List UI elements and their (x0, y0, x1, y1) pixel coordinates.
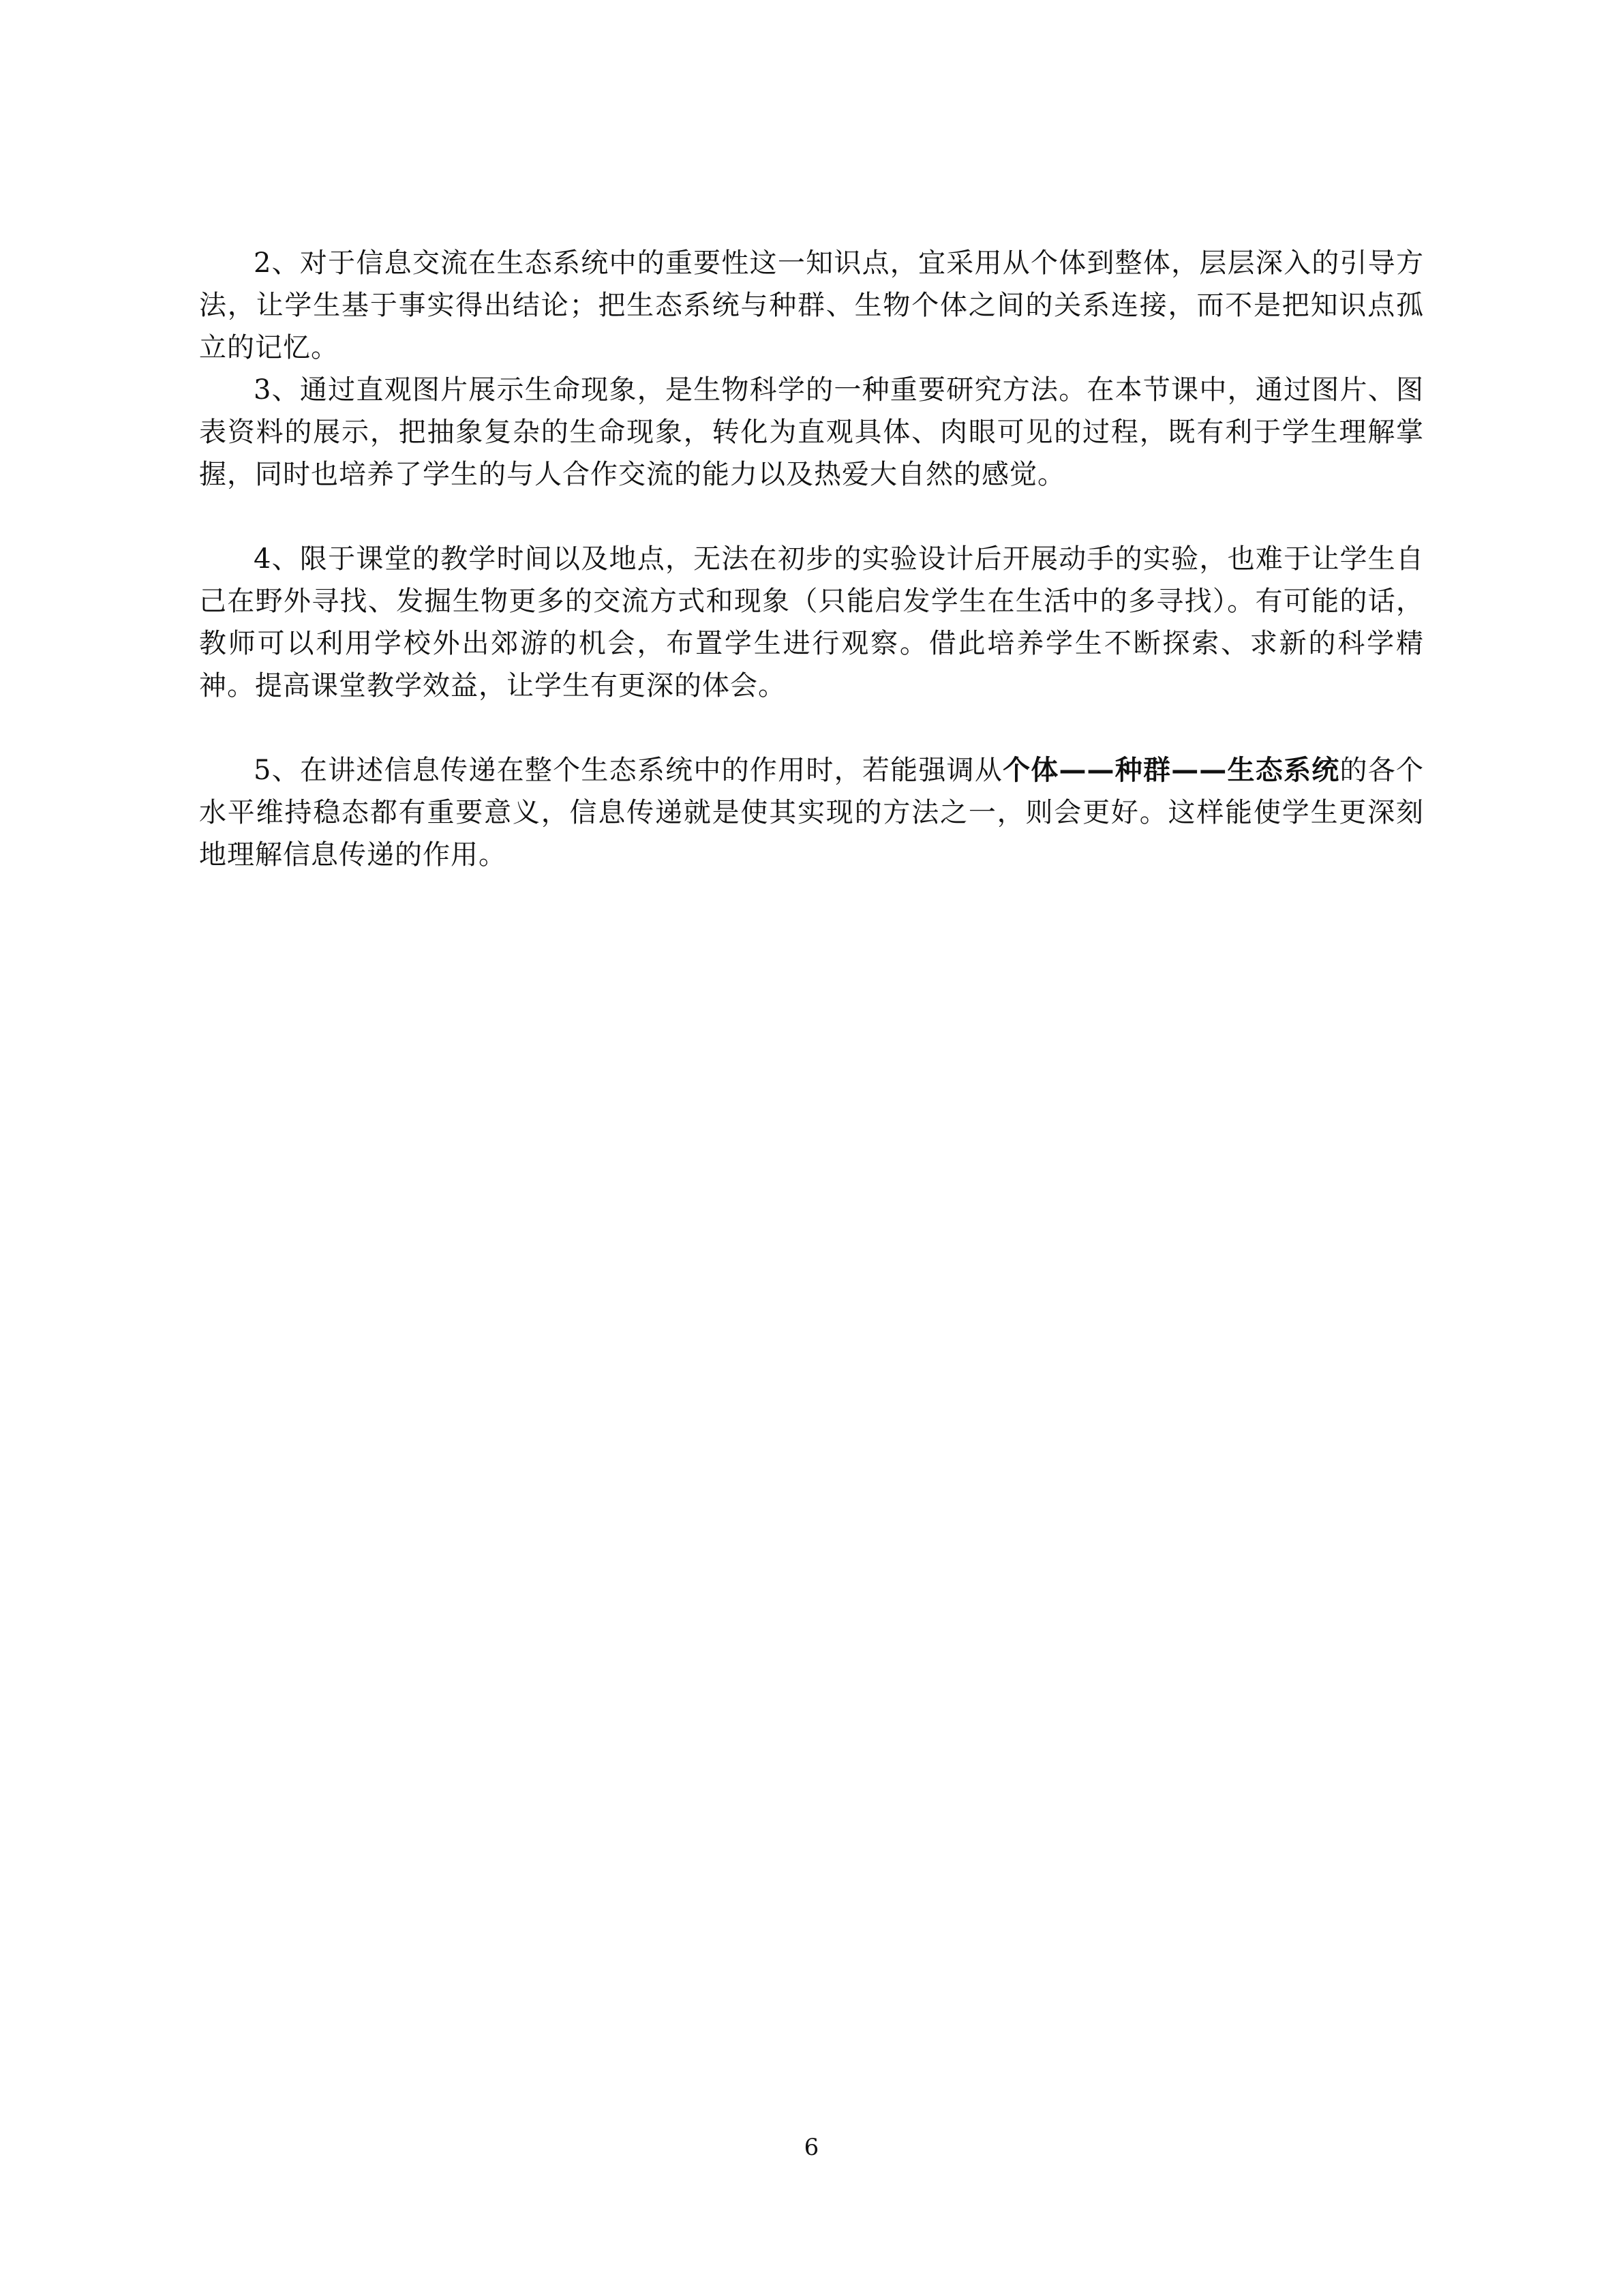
document-body (199, 242, 1424, 876)
paragraph-3: 3、通过直观图片展示生命现象，是生物科学的一种重要研究方法。在本节课中，通过图片、图表资料的展示，把抽象复杂的生命现象，转化为直观具体、肉眼可见的过程，既有利于学生理解掌握，同时也培养了学生的与人合作交流的能力以及热爱大自然的感觉。 (199, 374, 1424, 490)
paragraph-5 (199, 749, 1424, 876)
paragraph-5-tail: 的各个水平维持稳态都有重要意义，信息传递就是使其实现的方法之一，则会更好。这样能使学生更深刻地理解信息传递的作用。 (199, 755, 1425, 871)
paragraph-4: 4、限于课堂的教学时间以及地点，无法在初步的实验设计后开展动手的实验，也难于让学生自己在野外寻找、发掘生物更多的交流方式和现象（只能启发学生在生活中的多寻找）。有可能的话，教师可以利用学校外出郊游的机会，布置学生进行观察。借此培养学生不断探索、求新的科学精神。提高课堂教学效益，让学生有更深的体会。 (199, 543, 1424, 701)
paragraph-2: 2、对于信息交流在生态系统中的重要性这一知识点，宜采用从个体到整体，层层深入的引导方法，让学生基于事实得出结论；把生态系统与种群、生物个体之间的关系连接，而不是把知识点孤立的记忆。 (199, 247, 1424, 363)
paragraph-5-lead: 5、在讲述信息传递在整个生态系统中的作用时，若能强调从 (254, 755, 1003, 786)
paragraph-5-emphasis: 个体——种群——生态系统 (1003, 755, 1340, 786)
page-number: 6 (804, 2134, 819, 2161)
